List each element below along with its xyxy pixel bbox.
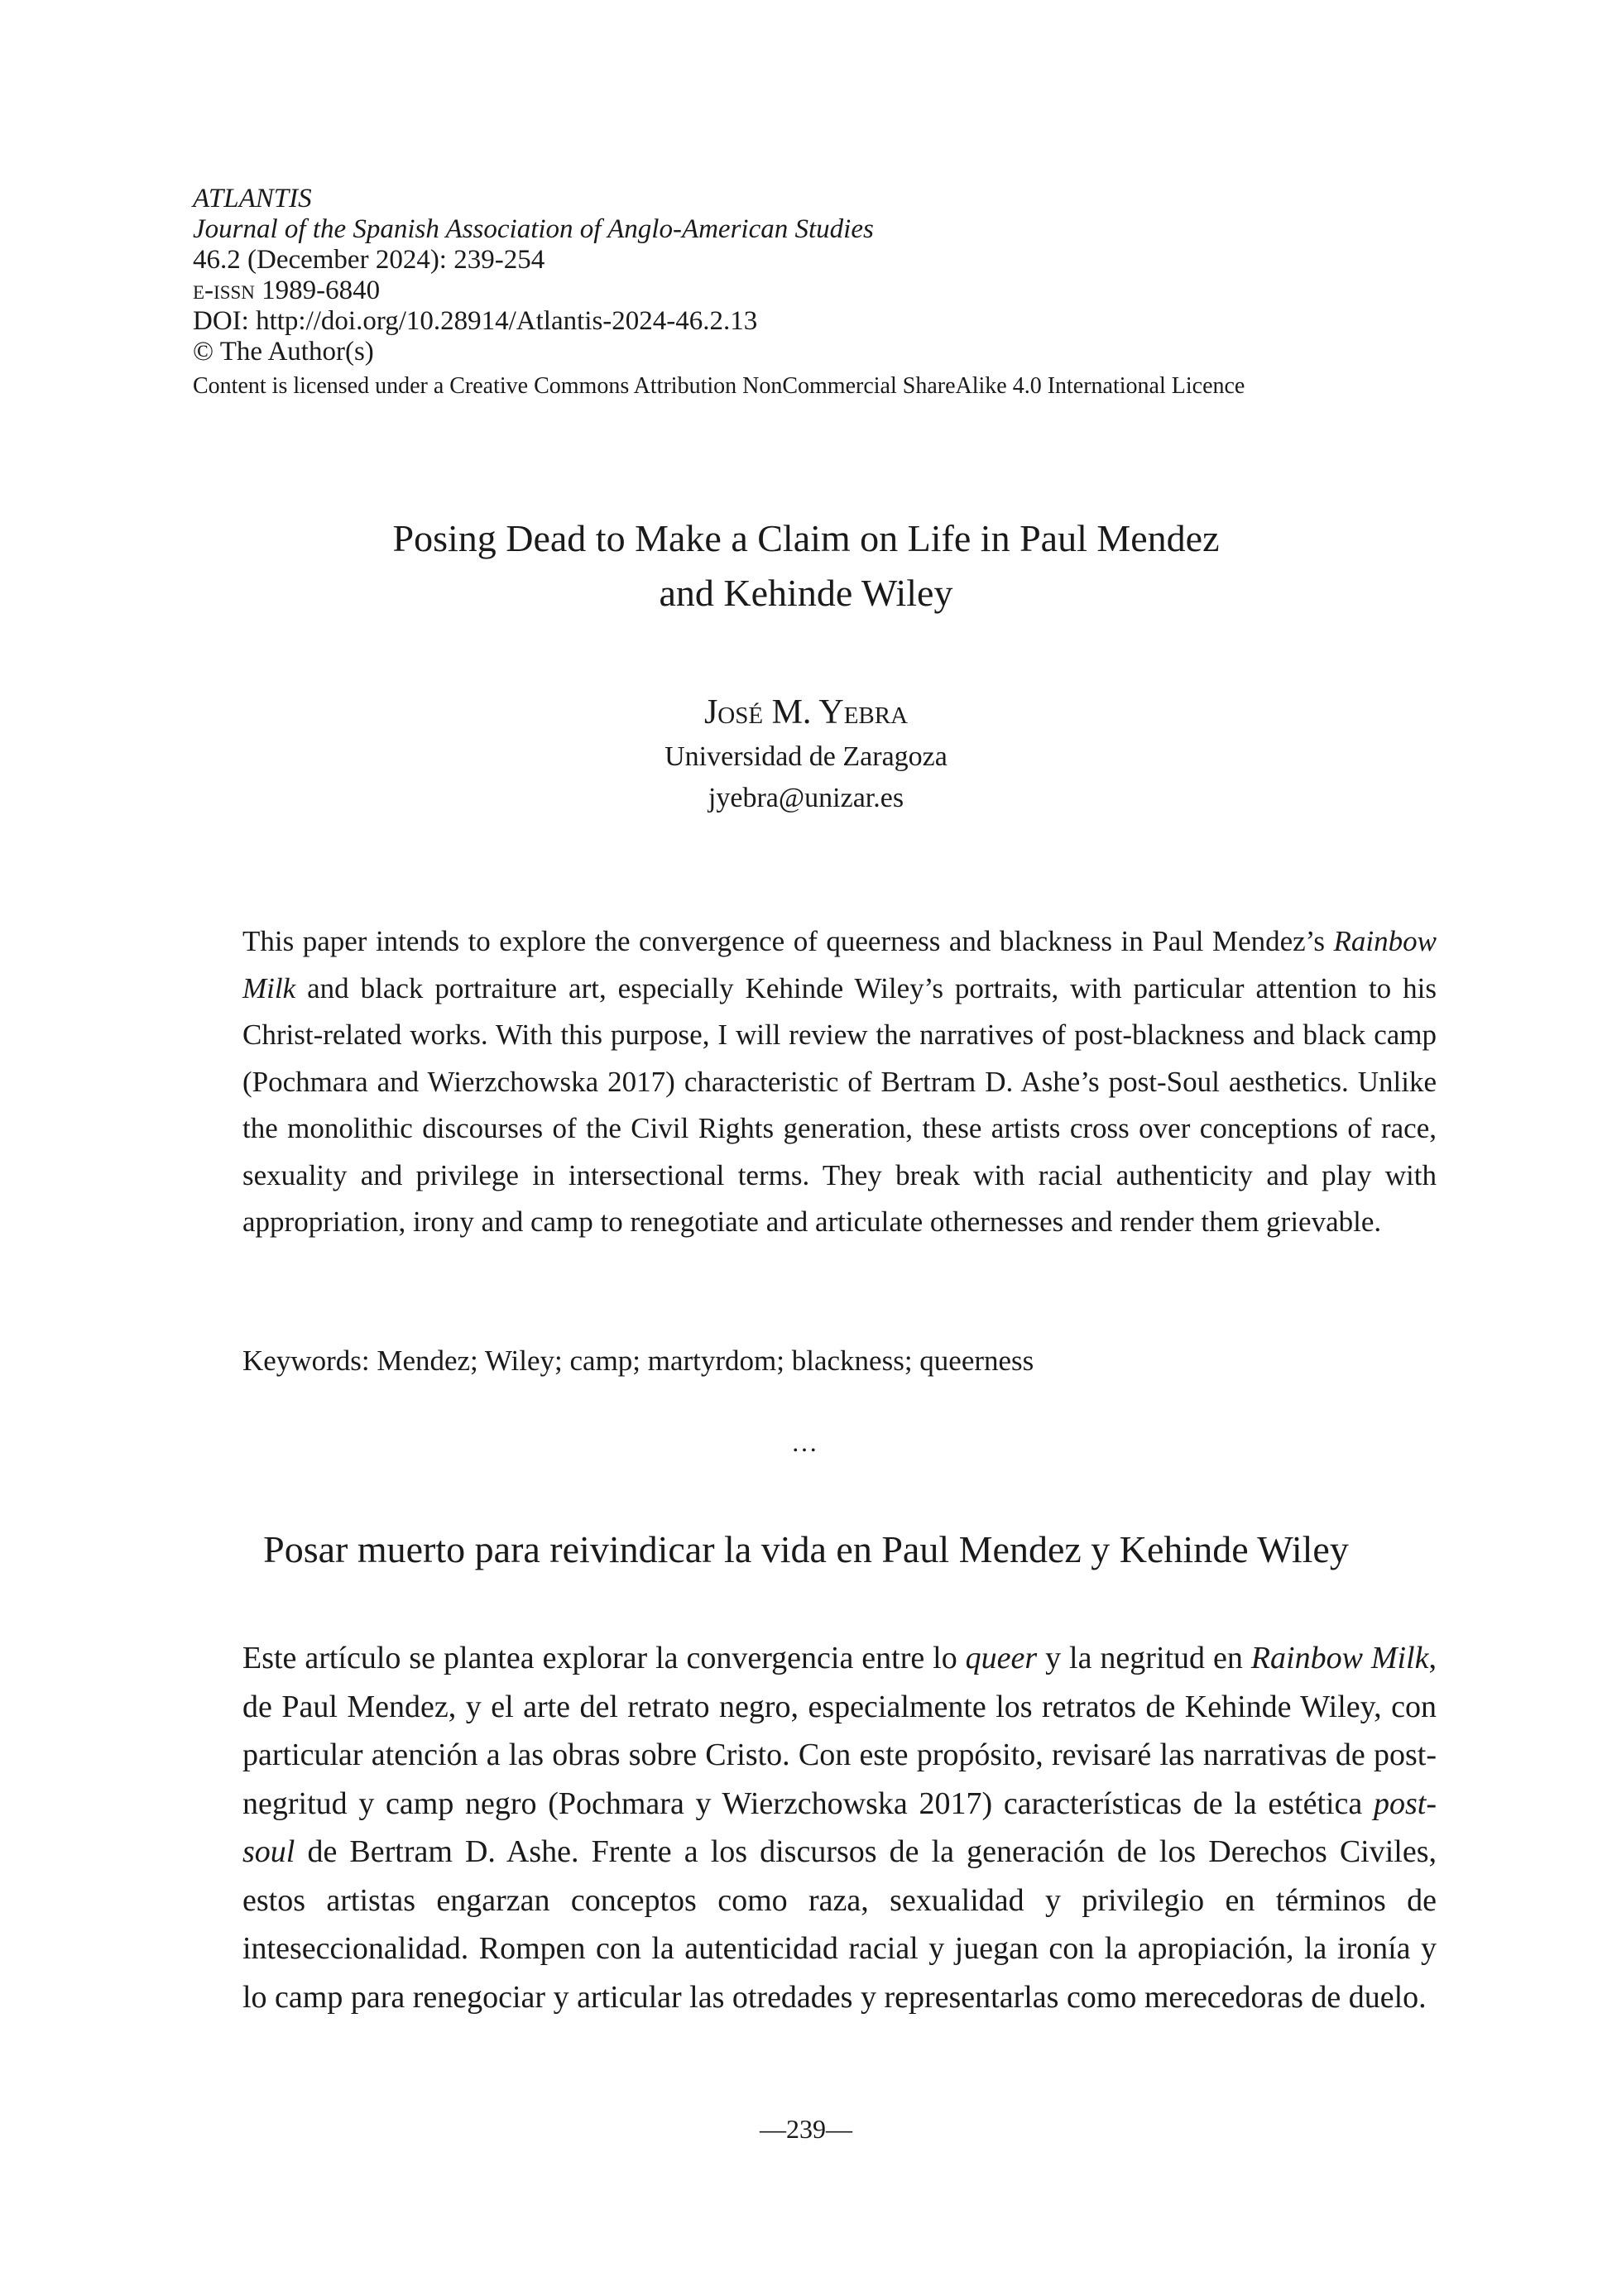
resumen-text-3: , de Paul Mendez, y el arte del retrato negro, especialmente los retratos de Kehinde Wiley, con particular atención a las obras sobre Cristo. Con este propósito, revisaré las narrativas de post-negritud y camp negro (Pochmara y Wierzchowska 2017) características de la estética — [242, 1641, 1437, 1821]
journal-header — [193, 184, 1484, 405]
author-name: José M. Yebra — [703, 693, 909, 731]
eissn-label: e-issn — [193, 276, 255, 305]
spanish-title: Posar muerto para reivindicar la vida en Paul Mendez y Kehinde Wiley — [263, 1528, 1349, 1570]
section-separator: … — [791, 1427, 821, 1457]
abstract-paragraph — [242, 918, 1437, 1246]
abstract-text-1: This paper intends to explore the convergence of queerness and blackness in Paul Mendez’s — [242, 925, 1334, 957]
keywords-english: Keywords: Mendez; Wiley; camp; martyrdom; blackness; queerness — [242, 1345, 1034, 1377]
author-email[interactable]: jyebra@unizar.es — [708, 783, 904, 813]
resumen-paragraph — [242, 1634, 1437, 2021]
author-affiliation: Universidad de Zaragoza — [664, 741, 948, 772]
journal-issue: 46.2 (December 2024): 239-254 — [193, 245, 545, 275]
resumen-text-4: de Bertram D. Ashe. Frente a los discursos de la generación de los Derechos Civiles, estos artistas engarzan conceptos como raza, sexualidad y privilegio en términos de inteseccionalidad. Rompen con la autenticidad racial y juegan con la apropiación, la ironía y lo camp para renegociar y articular las otredades y representarlas como merecedoras de duelo. — [242, 1834, 1437, 2015]
journal-name: ATLANTIS — [193, 184, 312, 213]
copyright-notice: © The Author(s) — [193, 337, 374, 367]
resumen-queer: queer — [965, 1641, 1038, 1675]
page-number: —239— — [760, 2114, 852, 2144]
license-notice: Content is licensed under a Creative Commons Attribution NonCommercial ShareAlike 4.0 International Licence — [193, 373, 1245, 399]
article-title-line-2: and Kehinde Wiley — [659, 572, 953, 614]
resumen-text-2: y la negritud en — [1037, 1641, 1251, 1675]
resumen-book-title: Rainbow Milk — [1250, 1641, 1429, 1675]
abstract-english — [242, 918, 1437, 1246]
author-block — [193, 688, 1419, 819]
journal-eissn — [193, 276, 1484, 306]
abstract-text-2: and black portraiture art, especially Kehinde Wiley’s portraits, with particular attention to his Christ-related works. With this purpose, I will review the narratives of post-blackness and black camp (Pochmara and Wierzchowska 2017) characteristic of Bertram D. Ashe’s post-Soul aesthetics. Unlike the monolithic discourses of the Civil Rights generation, these artists cross over conceptions of race, sexuality and privilege in intersectional terms. They break with racial authenticity and play with appropriation, irony and camp to renegotiate and articulate othernesses and render them grievable. — [242, 971, 1437, 1238]
resumen-text-1: Este artículo se plantea explorar la convergencia entre lo — [242, 1641, 966, 1675]
journal-subtitle: Journal of the Spanish Association of Anglo-American Studies — [193, 214, 874, 244]
eissn-value: 1989-6840 — [261, 276, 381, 305]
abstract-spanish — [242, 1634, 1437, 2021]
resumen-post-soul: post-soul — [242, 1786, 1437, 1869]
article-title-line-1: Posing Dead to Make a Claim on Life in Paul Mendez — [392, 517, 1220, 559]
abstract-book-title: Rainbow Milk — [242, 925, 1437, 1004]
article-title — [193, 511, 1419, 621]
journal-doi[interactable]: DOI: http://doi.org/10.28914/Atlantis-2024-46.2.13 — [193, 306, 758, 336]
